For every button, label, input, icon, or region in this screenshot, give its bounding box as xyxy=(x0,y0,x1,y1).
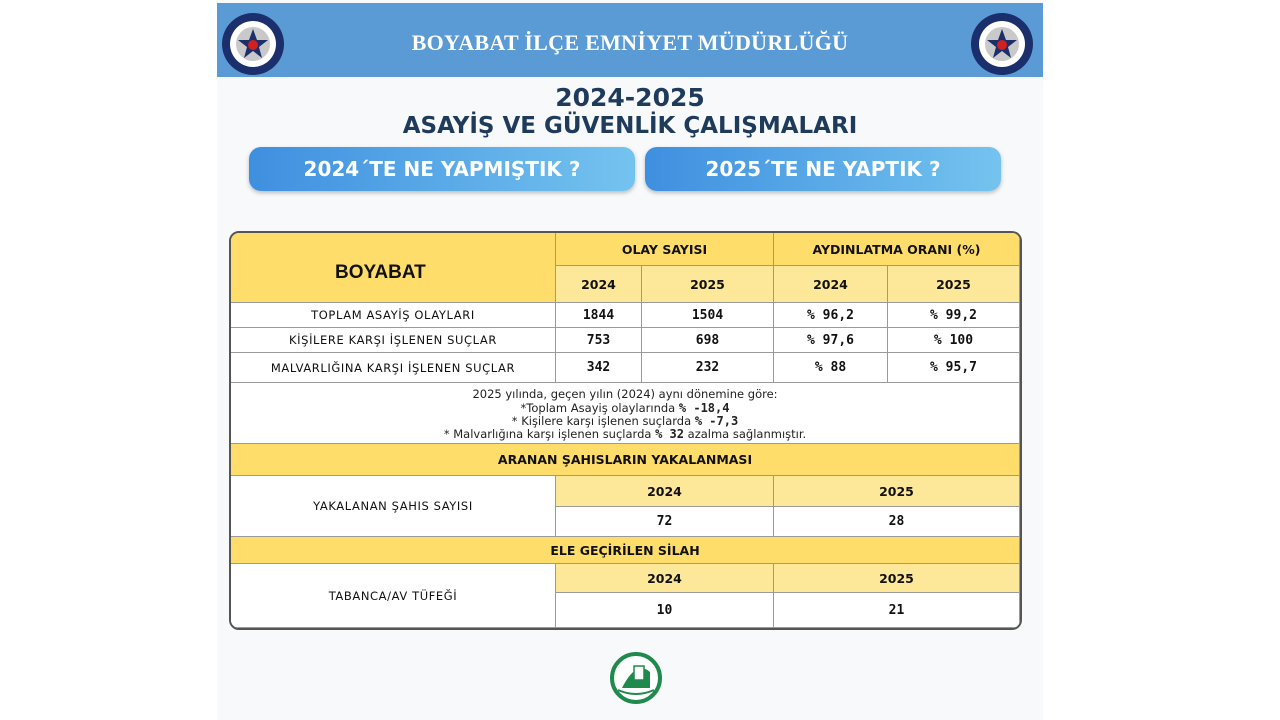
header-year-2025: 2025 xyxy=(642,266,774,303)
summary-line2: * Kişilere karşı işlenen suçlarda xyxy=(511,414,692,428)
cell-silah-2024: 10 xyxy=(556,593,774,628)
police-badge-icon xyxy=(969,11,1035,77)
cell-oran-2025: % 100 xyxy=(888,328,1020,353)
cell-oran-2025: % 99,2 xyxy=(888,303,1020,328)
header-title: BOYABAT İLÇE EMNİYET MÜDÜRLÜĞÜ xyxy=(411,30,849,55)
row-label-yakalanan: YAKALANAN ŞAHIS SAYISI xyxy=(231,476,556,537)
stats-table xyxy=(229,231,1022,630)
cell-silah-2025: 21 xyxy=(774,593,1020,628)
cell-oran-2024: % 97,6 xyxy=(774,328,888,353)
summary-intro: 2025 yılında, geçen yılın (2024) aynı dönemine göre: xyxy=(472,387,778,401)
header-year-2024: 2024 xyxy=(556,266,642,303)
header-year-2025: 2025 xyxy=(774,476,1020,507)
summary-line3: * Malvarlığına karşı işlenen suçlarda xyxy=(443,427,652,441)
header-year-2024: 2024 xyxy=(774,266,888,303)
header-year-2025: 2025 xyxy=(774,564,1020,593)
header-olay-sayisi: OLAY SAYISI xyxy=(556,233,774,266)
cell-olay-2025: 1504 xyxy=(642,303,774,328)
row-label-tabanca: TABANCA/AV TÜFEĞİ xyxy=(231,564,556,628)
cell-olay-2024: 1844 xyxy=(556,303,642,328)
section-silah-title: ELE GEÇİRİLEN SİLAH xyxy=(231,537,1020,564)
summary-line1: *Toplam Asayiş olaylarında xyxy=(520,401,676,415)
cell-oran-2024: % 96,2 xyxy=(774,303,888,328)
summary-box xyxy=(231,383,1020,444)
cell-oran-2025: % 95,7 xyxy=(888,353,1020,383)
header-year-2025: 2025 xyxy=(888,266,1020,303)
pill-2025: 2025´TE NE YAPTIK ? xyxy=(645,147,1001,191)
cell-olay-2024: 342 xyxy=(556,353,642,383)
header-year-2024: 2024 xyxy=(556,564,774,593)
cell-olay-2025: 232 xyxy=(642,353,774,383)
poster-years: 2024-2025 xyxy=(555,83,705,112)
header-aydinlatma-orani: AYDINLATMA ORANI (%) xyxy=(774,233,1020,266)
header-banner xyxy=(217,3,1043,77)
summary-line2-value: % -7,3 xyxy=(694,414,739,428)
governorship-logo-icon xyxy=(600,652,672,704)
cell-oran-2024: % 88 xyxy=(774,353,888,383)
row-label-kisilere: KİŞİLERE KARŞI İŞLENEN SUÇLAR xyxy=(231,328,556,353)
cell-yakalanan-2025: 28 xyxy=(774,507,1020,537)
pill-2024: 2024´TE NE YAPMIŞTIK ? xyxy=(249,147,635,191)
section-aranan-title: ARANAN ŞAHISLARIN YAKALANMASI xyxy=(231,444,1020,476)
row-label-malvarligi: MALVARLIĞINA KARŞI İŞLENEN SUÇLAR xyxy=(231,353,556,383)
summary-line3-suffix: azalma sağlanmıştır. xyxy=(687,427,807,441)
cell-olay-2025: 698 xyxy=(642,328,774,353)
summary-line3-value: % 32 xyxy=(655,427,684,441)
poster-subtitle: ASAYİŞ VE GÜVENLİK ÇALIŞMALARI xyxy=(402,113,858,139)
cell-olay-2024: 753 xyxy=(556,328,642,353)
summary-line1-value: % -18,4 xyxy=(678,401,730,415)
region-label: BOYABAT xyxy=(231,233,556,303)
row-label-toplam: TOPLAM ASAYİŞ OLAYLARI xyxy=(231,303,556,328)
cell-yakalanan-2024: 72 xyxy=(556,507,774,537)
header-year-2024: 2024 xyxy=(556,476,774,507)
